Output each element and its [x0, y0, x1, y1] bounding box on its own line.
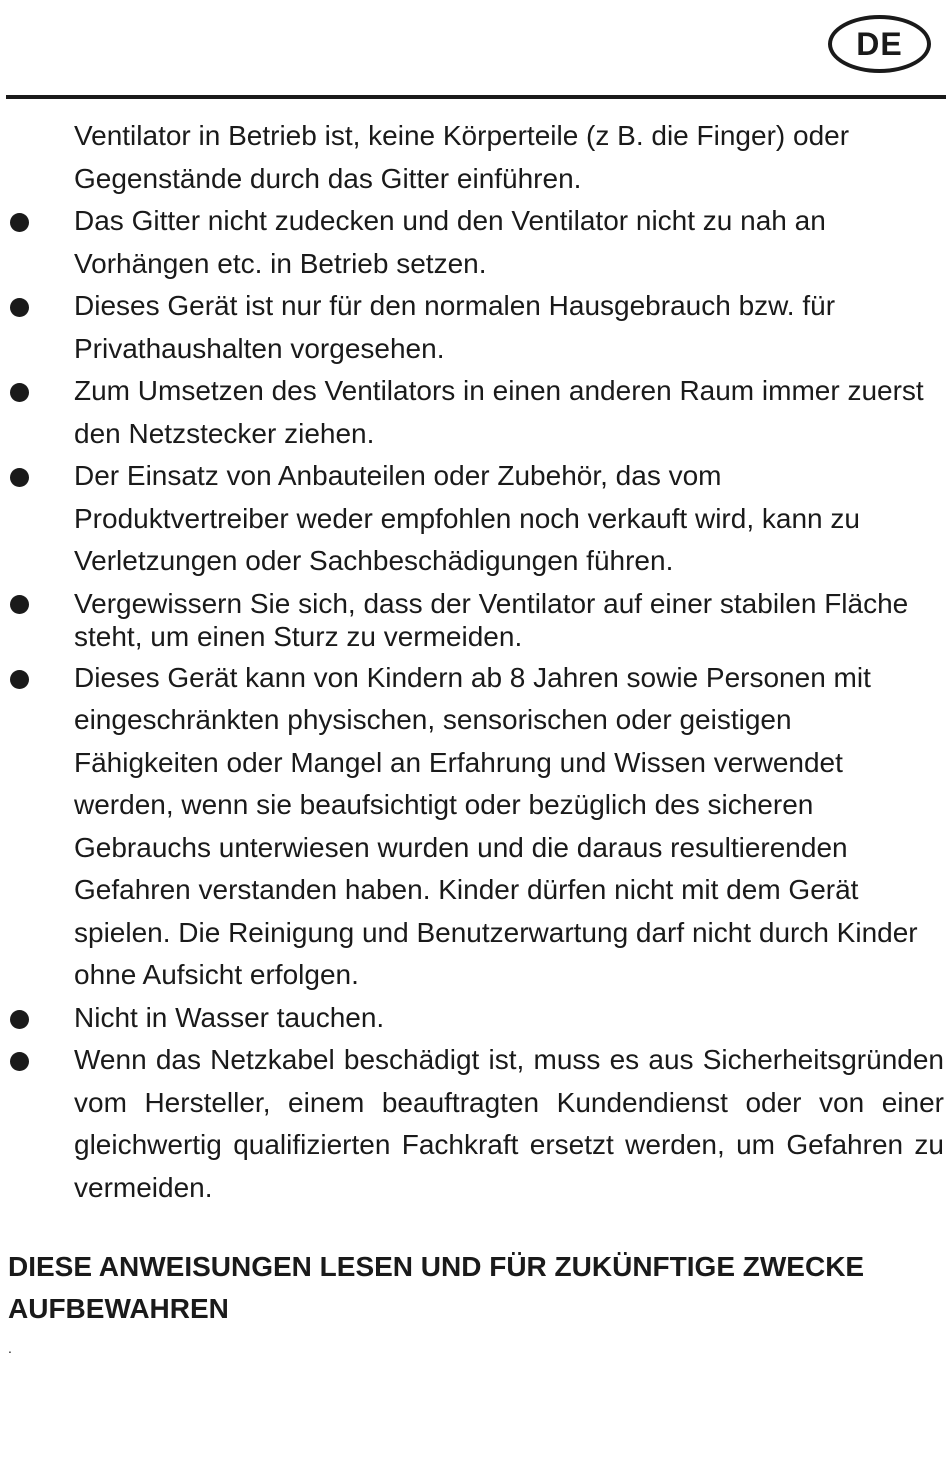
instruction-text: Vergewissern Sie sich, dass der Ventilator auf einer stabilen Fläche steht, um einen Sturz zu vermeiden. — [74, 587, 909, 652]
instruction-bullet-item — [74, 370, 938, 455]
header-divider — [6, 95, 946, 99]
bullet-icon — [10, 595, 29, 614]
instruction-text: Der Einsatz von Anbauteilen oder Zubehör, das vom Produktvertreiber weder empfohlen noch verkauft wird, kann zu Verletzungen oder Sachbeschädigungen führen. — [74, 460, 860, 576]
instruction-bullet-item — [74, 657, 938, 997]
instruction-text: Das Gitter nicht zudecken und den Ventilator nicht zu nah an Vorhängen etc. in Betrieb setzen. — [74, 205, 826, 279]
bullet-icon — [10, 670, 29, 689]
footer-mark: . — [8, 1340, 12, 1356]
instruction-text: Dieses Gerät kann von Kindern ab 8 Jahren sowie Personen mit eingeschränkten physischen, sensorischen oder geistigen Fähigkeiten oder Mangel an Erfahrung und Wissen verwendet werden, wenn sie beaufsichtigt oder bezüglich des sicheren Gebrauchs unterwiesen wurden und die daraus resultierenden Gefahren verstanden haben. Kinder dürfen nicht mit dem Gerät spielen. Die Reinigung und Benutzerwartung darf nicht durch Kinder ohne Aufsicht erfolgen. — [74, 661, 918, 990]
instruction-bullet-item — [74, 1039, 944, 1209]
language-badge: DE — [828, 15, 931, 73]
closing-notice — [8, 1246, 908, 1330]
bullet-icon — [10, 1052, 29, 1071]
instruction-bullet-item — [74, 455, 938, 583]
safety-instructions — [0, 115, 950, 1209]
closing-line: DIESE ANWEISUNGEN LESEN UND FÜR ZUKÜNFTIGE ZWECKE — [8, 1251, 865, 1282]
closing-line: AUFBEWAHREN — [8, 1293, 229, 1324]
bullet-icon — [10, 298, 29, 317]
instruction-bullet-item — [74, 200, 938, 285]
bullet-icon — [10, 468, 29, 487]
bullet-icon — [10, 383, 29, 402]
instruction-bullet-item — [74, 285, 938, 370]
bullet-icon — [10, 213, 29, 232]
instruction-bullet-item — [74, 587, 938, 653]
instruction-text: Ventilator in Betrieb ist, keine Körperteile (z B. die Finger) oder Gegenstände durch das Gitter einführen. — [74, 120, 850, 194]
bullet-icon — [10, 1010, 29, 1029]
instruction-paragraph — [74, 115, 938, 200]
instruction-text: Dieses Gerät ist nur für den normalen Hausgebrauch bzw. für Privathaushalten vorgesehen. — [74, 290, 836, 364]
instruction-text: Nicht in Wasser tauchen. — [74, 1001, 385, 1033]
instruction-text: Zum Umsetzen des Ventilators in einen anderen Raum immer zuerst den Netzstecker ziehen. — [74, 375, 924, 449]
instruction-bullet-item — [74, 997, 938, 1040]
instruction-text: Wenn das Netzkabel beschädigt ist, muss es aus Sicherheitsgründen vom Hersteller, einem beauftragten Kundendienst oder von einer gleichwertig qualifizierten Fachkraft ersetzt werden, um Gefahren zu vermeiden. — [74, 1044, 944, 1203]
